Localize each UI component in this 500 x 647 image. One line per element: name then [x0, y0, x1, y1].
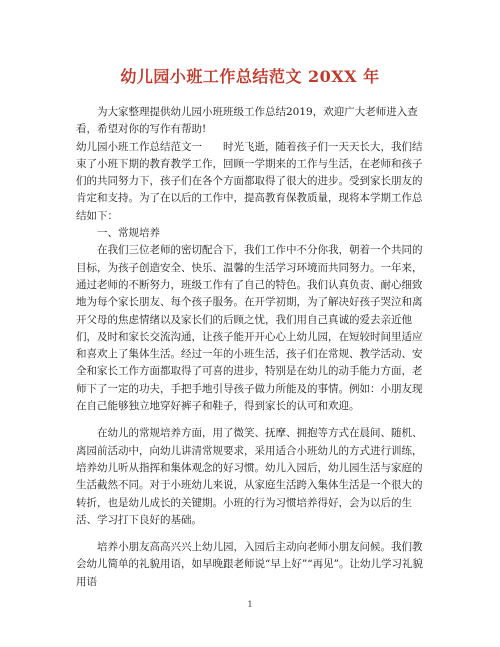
- body-paragraph-2: 在幼儿的常规培养方面，用了微笑、抚摩、拥抱等方式在晨间、随机、离园前活动中，向幼儿讲清常规要求，采用适合小班幼儿的方式进行训练，培养幼儿听从指挥和集体观念的好习惯。幼儿入园后，幼儿园生活与家庭的生活截然不同。对于小班幼儿来说，从家庭生活跨入集体生活是一个很大的转折，也是幼儿成长的关键期。小班的行为习惯培养得好，会为以后的生活、学习打下良好的基础。: [76, 427, 423, 526]
- page-number: 1: [247, 600, 253, 609]
- body-paragraph-3: 培养小朋友高高兴兴上幼儿园，入园后主动向老师小朋友问候。我们教会幼儿简单的礼貌用语，如早晚跟老师说“早上好”“再见”。让幼儿学习礼貌用语: [76, 541, 423, 588]
- intro-paragraph: 为大家整理提供幼儿园小班班级工作总结2019，欢迎广大老师进入查看，希望对你的写作有帮助!: [76, 106, 418, 136]
- document-title: 幼儿园小班工作总结范文 20XX 年: [120, 67, 380, 86]
- section-heading: 一、常规培养: [97, 227, 160, 240]
- article-heading-paragraph: 幼儿园小班工作总结范文一 时光飞逝，随着孩子们一天天长大，我们结束了小班下期的教育教学工作，回顾一学期来的工作与生活，在老师和孩子们的共同努力下，孩子们在各个方面都取得了很大的进步。受到家长朋友的肯定和支持。为了在以后的工作中，提高教育保教质量，现将本学期工作总结如下：: [76, 140, 423, 222]
- document-body: [76, 104, 432, 591]
- body-paragraph-1: 在我们三位老师的密切配合下，我们工作中不分你我，朝着一个共同的目标，为孩子创造安全、快乐、温馨的生活学习环境而共同努力。一年来，通过老师的不断努力，班级工作有了自己的特色。我们认真负责、耐心细致地为每个家长朋友、每个孩子服务。在开学初期，为了解决好孩子哭泣和离开父母的焦虑情绪以及家长们的后顾之忧，我们用自己真诚的爱去亲近他们，及时和家长交流沟通，让孩子能开开心心上幼儿园，在短较时间里适应和喜欢上了集体生活。经过一年的小班生活，孩子们在常规、教学活动、安全和家长工作方面都取得了可喜的进步，特别是在幼儿的动手能力方面，老师下了一定的功夫，手把手地引导孩子做力所能及的事情。例如：小朋友现在自己能够独立地穿好裤子和鞋子，得到家长的认可和欢迎。: [76, 244, 423, 413]
